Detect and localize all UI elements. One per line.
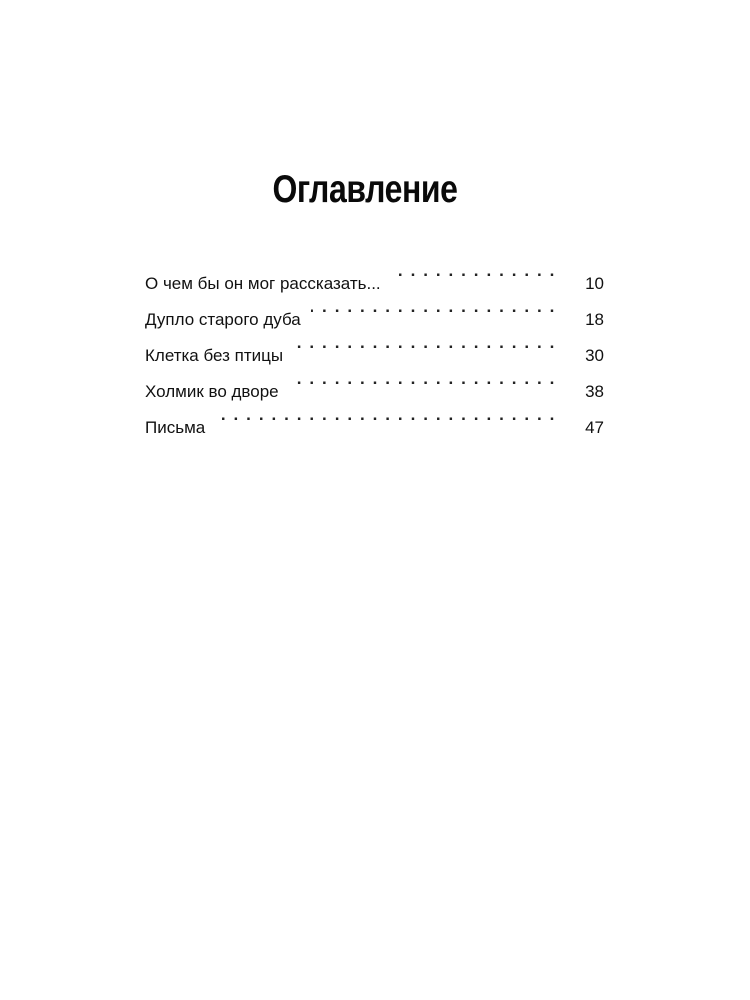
dot-leader xyxy=(289,361,556,397)
toc-entry-title: О чем бы он мог рассказать... xyxy=(145,274,381,293)
dot-leader xyxy=(311,289,556,325)
dot-leader xyxy=(215,397,556,433)
page-title: Оглавление xyxy=(272,168,458,211)
dot-leader xyxy=(391,253,556,289)
toc-entry-title: Письма xyxy=(145,418,206,437)
toc-entry-title: Холмик во дворе xyxy=(145,382,279,401)
toc-entry xyxy=(145,253,604,293)
toc-page-number: 18 xyxy=(585,310,604,329)
toc-page-number: 47 xyxy=(585,418,604,437)
dot-leader xyxy=(293,325,556,361)
toc-entry-title: Клетка без птицы xyxy=(145,346,284,365)
toc-page-number: 10 xyxy=(585,274,604,293)
toc-entry-title: Дупло старого дуба xyxy=(145,310,301,329)
toc-page-number: 38 xyxy=(585,382,604,401)
toc-page-number: 30 xyxy=(585,346,604,365)
table-of-contents xyxy=(145,253,604,437)
